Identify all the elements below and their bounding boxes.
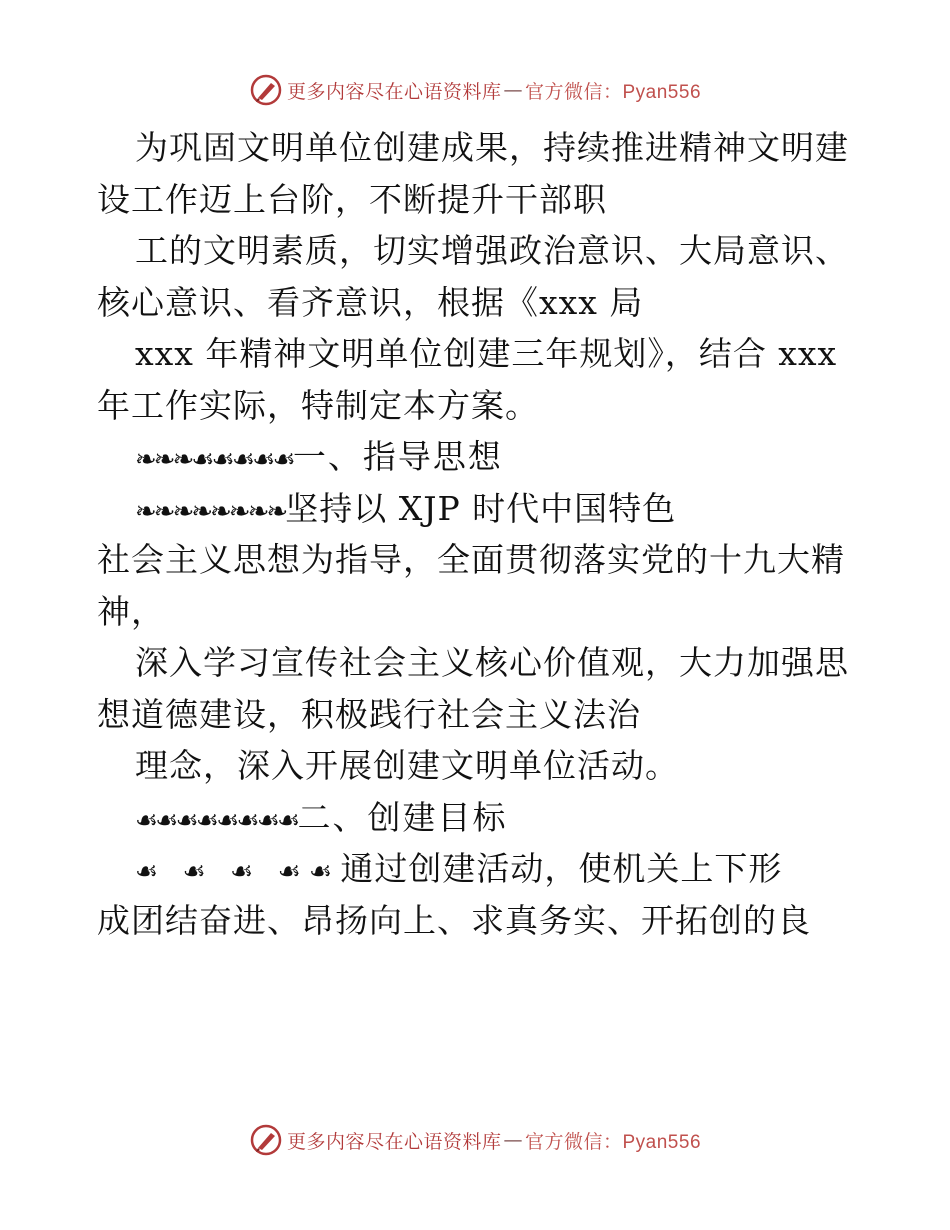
header-watermark-banner — [0, 70, 950, 110]
paragraph-line: 理念，深入开展创建文明单位活动。 — [135, 746, 679, 785]
heading-text: 二、创建目标 — [297, 797, 508, 837]
paragraph-line: 设工作迈上台阶，不断提升干部职 — [97, 179, 607, 219]
floral-ornament-icon: ☙ ☙ ☙ ☙☙ — [135, 857, 341, 887]
paragraph-line: 年工作实际，特制定本方案。 — [97, 385, 539, 425]
paragraph-line — [97, 483, 857, 535]
document-body — [97, 122, 857, 946]
paragraph-line: 神， — [97, 591, 165, 631]
paragraph-line: 工的文明素质，切实增强政治意识、大局意识、 — [135, 231, 849, 270]
paragraph-text: 坚持以 XJP 时代中国特色 — [285, 488, 677, 528]
paragraph-line: 成团结奋进、昂扬向上、求真务实、开拓创的良 — [97, 900, 811, 940]
floral-ornament-icon: ☙☙☙☙☙☙☙☙ — [135, 805, 298, 836]
section-heading-1 — [97, 431, 857, 483]
banner-wechat: 官方微信：Pyan556 — [525, 81, 702, 103]
paragraph-line: xxx 年精神文明单位创建三年规划》，结合 xxx — [135, 334, 838, 373]
heading-text: 一、指导思想 — [292, 437, 503, 476]
banner-wechat: 官方微信：Pyan556 — [525, 1131, 702, 1153]
paragraph-line: 为巩固文明单位创建成果，持续推进精神文明建 — [135, 128, 849, 167]
footer-watermark-banner — [0, 1120, 950, 1160]
paragraph-text: 通过创建活动，使机关上下形 — [340, 849, 783, 888]
section-heading-2 — [97, 792, 857, 844]
paragraph-line: 深入学习宣传社会主义核心价值观，大力加强思 — [135, 643, 849, 682]
banner-separator: — — [503, 1129, 523, 1151]
banner-label: 更多内容尽在心语资料库 — [286, 1130, 502, 1153]
banner-separator: — — [503, 79, 523, 101]
floral-ornament-icon: ❧❧❧❧❧❧❧❧ — [135, 496, 286, 527]
paragraph-line — [97, 843, 857, 895]
pen-logo-icon — [249, 73, 283, 107]
banner-label: 更多内容尽在心语资料库 — [286, 80, 502, 103]
pen-logo-icon — [249, 1123, 283, 1157]
paragraph-line: 想道德建设，积极践行社会主义法治 — [97, 694, 641, 734]
floral-ornament-icon: ❧❧❧☙☙☙☙☙ — [135, 445, 293, 475]
paragraph-line: 核心意识、看齐意识，根据《xxx 局 — [97, 282, 644, 322]
paragraph-line: 社会主义思想为指导，全面贯彻落实党的十九大精 — [97, 540, 845, 579]
